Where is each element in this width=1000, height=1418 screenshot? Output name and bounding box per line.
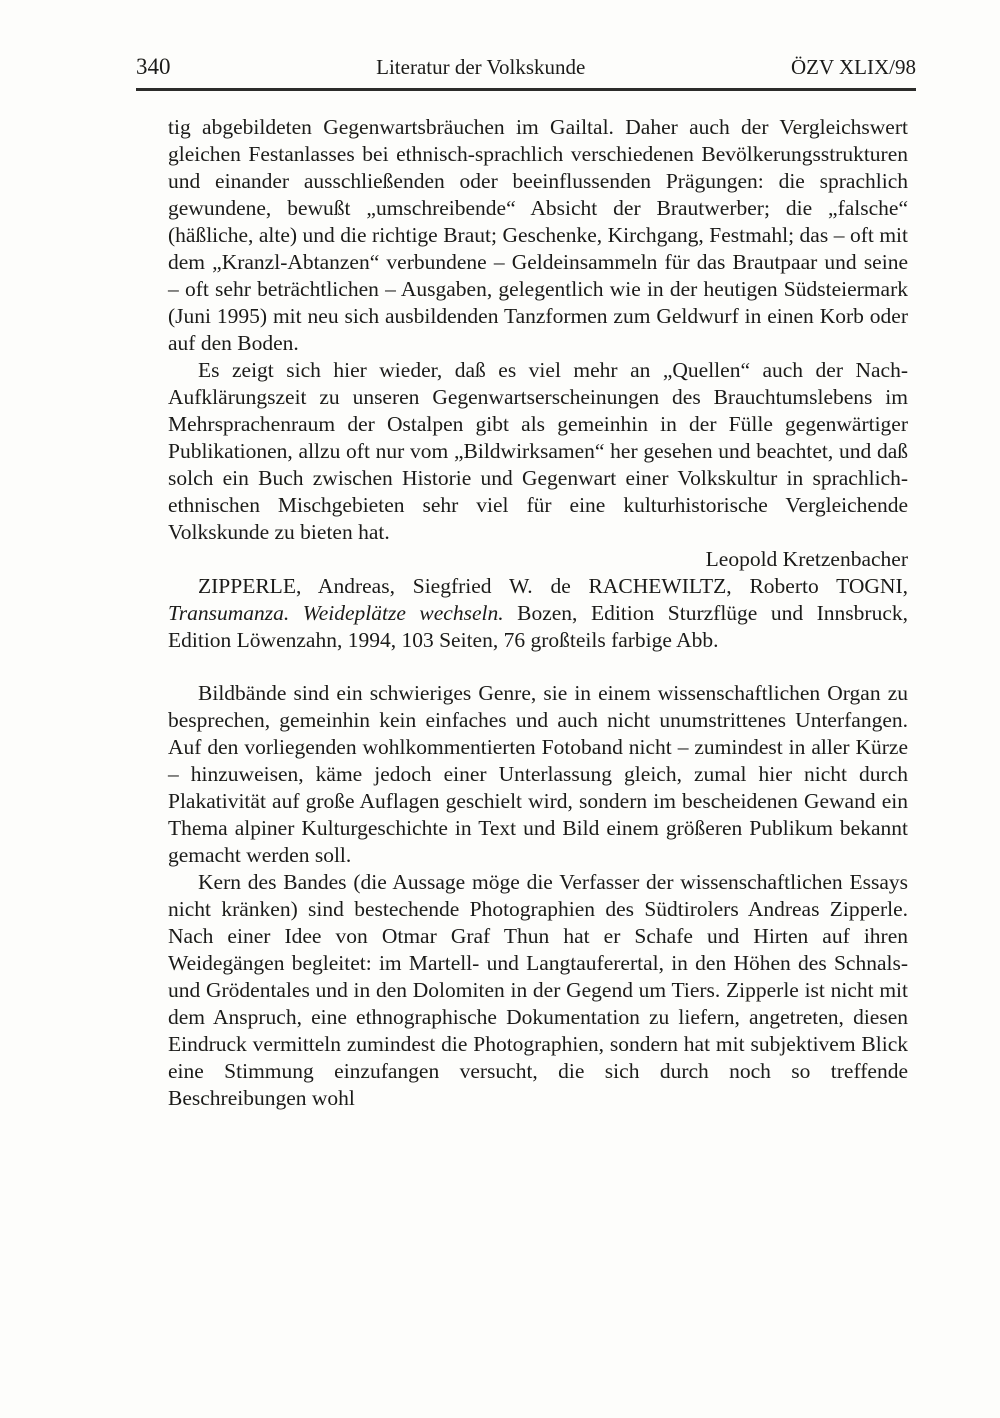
header-rule — [136, 88, 916, 91]
book-citation — [168, 573, 908, 654]
review-paragraph: Kern des Bandes (die Aussage möge die Verfasser der wissenschaftlichen Essays nicht kränken) sind bestechende Photographien des Südtirolers Andreas Zipperle. Nach einer Idee von Otmar Graf Thun hat er Schafe und Hirten auf ihren Weidegängen begleitet: im Martell- und Langtauferertal, in den Höhen des Schnals- und Grödentales und in den Dolomiten in der Gegend um Tiers. Zipperle ist nicht mit dem Anspruch, eine ethnographische Dokumentation zu liefern, angetreten, diesen Eindruck vermitteln zumindest die Photographien, sondern hat mit subjektivem Blick eine Stimmung einzufangen versucht, die sich durch noch so treffende Beschreibungen wohl — [168, 870, 908, 1110]
page-number: 340 — [136, 54, 171, 79]
page-body — [168, 114, 908, 1112]
review-paragraph-continuation: tig abgebildeten Gegenwartsbräuchen im Gailtal. Daher auch der Vergleichswert gleichen Festanlasses bei ethnisch-sprachlich verschiedenen Bevölkerungsstrukturen und einander ausschließenden oder beeinflussenden Prägungen: die sprachlich gewundene, bewußt „umschreibende“ Absicht der Brautwerber; die „falsche“ (häßliche, alte) und die richtige Braut; Geschenke, Kirchgang, Festmahl; das – oft mit dem „Kranzl-Abtanzen“ verbundene – Geldeinsammeln für das Brautpaar und seine – oft sehr beträchtlichen – Ausgaben, gelegentlich wie in der heutigen Südsteiermark (Juni 1995) mit neu sich ausbildenden Tanzformen zum Geldwurf in einen Korb oder auf den Boden. — [168, 115, 908, 355]
running-head — [136, 54, 916, 80]
journal-reference: ÖZV XLIX/98 — [790, 55, 916, 79]
review-paragraph: Bildbände sind ein schwieriges Genre, sie in einem wissenschaftlichen Organ zu besprechen, gemeinhin kein einfaches und auch nicht unumstrittenes Unterfangen. Auf den vorliegenden wohlkommentierten Fotoband nicht – zumindest in aller Kürze – hinzuweisen, käme jedoch einer Unterlassung gleich, zumal hier nicht durch Plakativität auf große Auflagen geschielt wird, sondern im bescheidenen Gewand ein Thema alpiner Kulturgeschichte in Text und Bild einem größeren Publikum bekannt gemacht werden soll. — [168, 681, 908, 867]
reviewer-signature: Leopold Kretzenbacher — [705, 547, 908, 571]
section-title: Literatur der Volkskunde — [376, 55, 586, 79]
citation-publication-info: Bozen, Edition Sturzflüge und Innsbruck, Edition Löwenzahn, 1994, 103 Seiten, 76 großteils farbige Abb. — [168, 601, 908, 652]
citation-book-title: Transumanza. Weideplätze wechseln. — [168, 601, 504, 625]
review-paragraph: Es zeigt sich hier wieder, daß es viel mehr an „Quellen“ auch der Nach-Aufklärungszeit zu unseren Gegenwartserscheinungen des Brauchtumslebens im Mehrsprachenraum der Ostalpen gibt als gemeinhin in der Fülle gegenwärtiger Publikationen, allzu oft nur vom „Bildwirksamen“ her gesehen und beachtet, und daß solch ein Buch zwischen Historie und Gegenwart einer Volkskultur in sprachlich-ethnischen Mischgebieten sehr viel für eine kulturhistorische Vergleichende Volkskunde zu bieten hat. — [168, 358, 908, 544]
citation-authors: ZIPPERLE, Andreas, Siegfried W. de RACHEWILTZ, Roberto TOGNI, — [198, 574, 908, 598]
